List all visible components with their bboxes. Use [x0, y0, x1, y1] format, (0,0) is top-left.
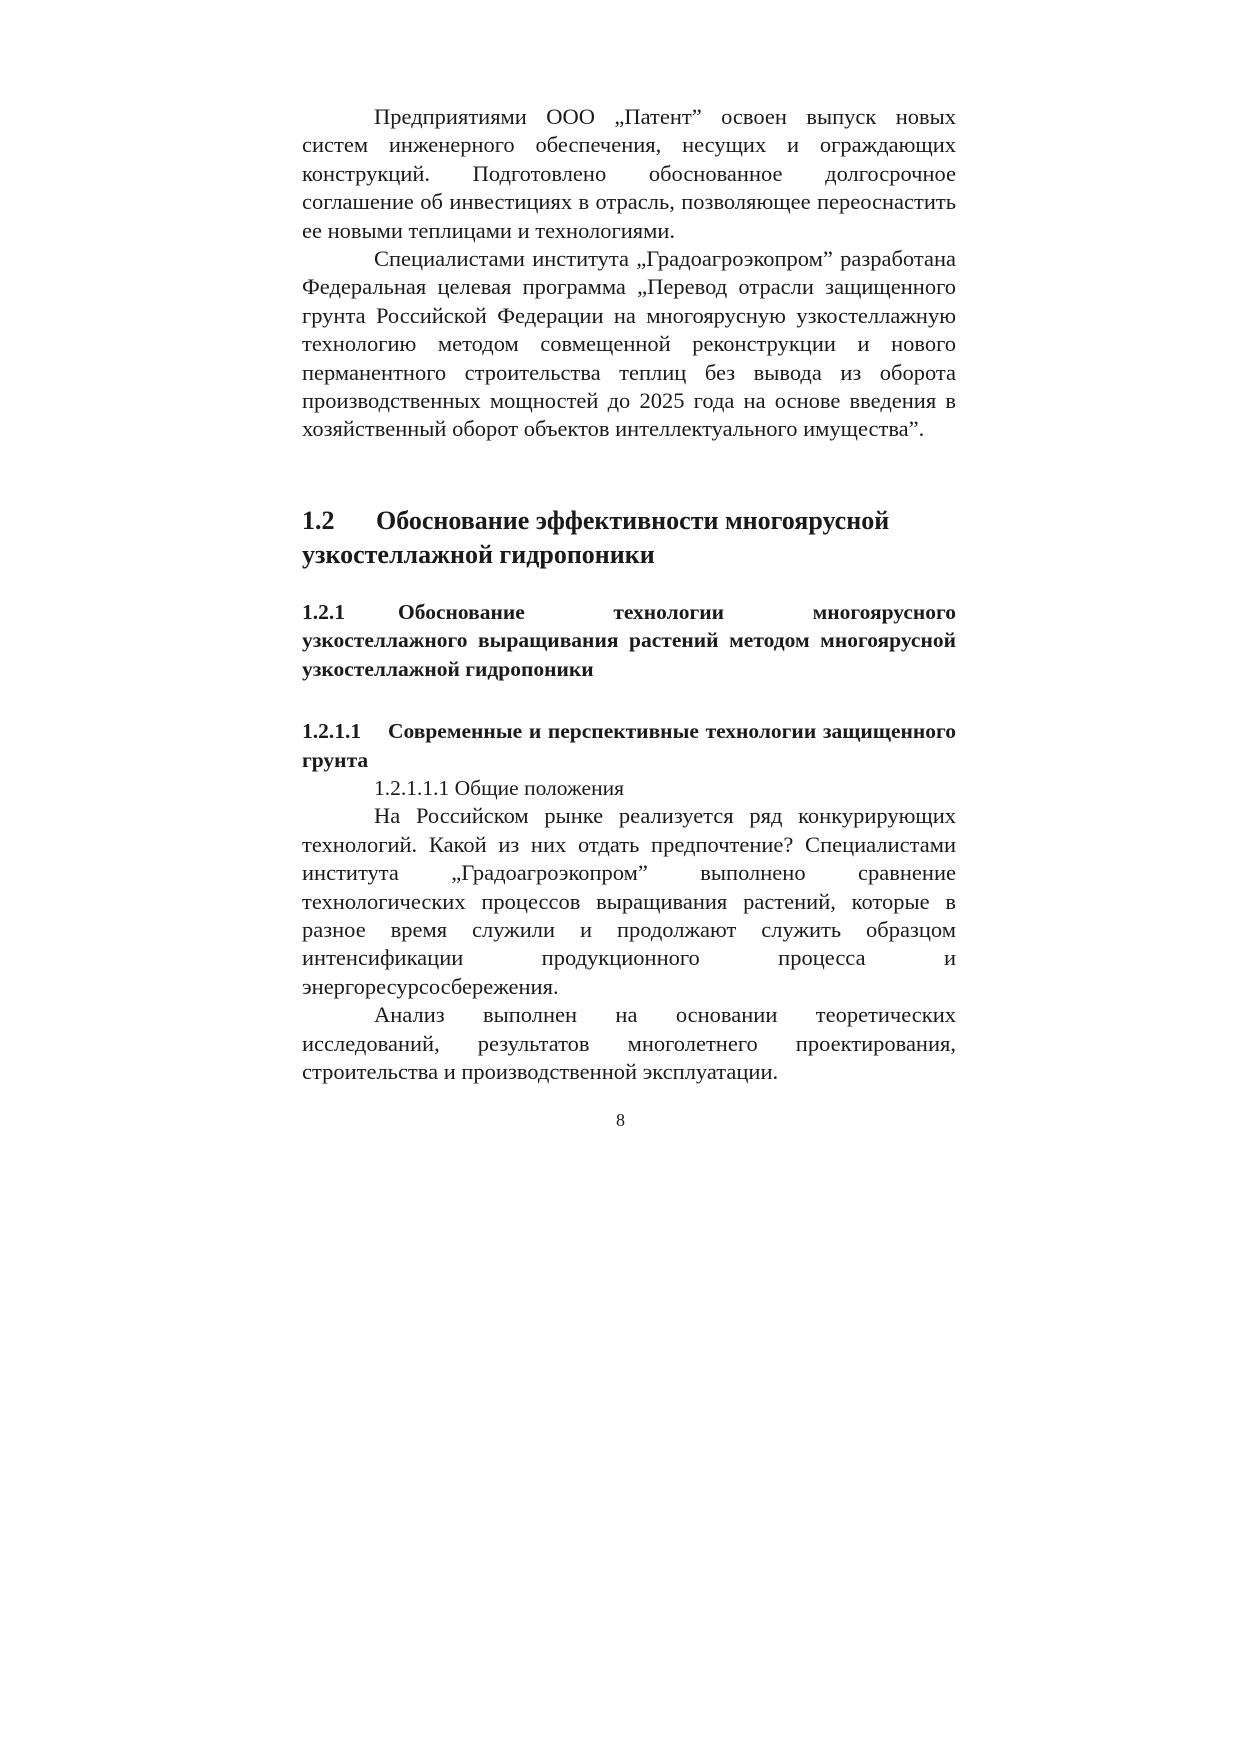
subsubsection-title: Современные и перспективные технологии защищенного грунта	[302, 719, 956, 772]
paragraph-heading	[302, 774, 956, 802]
subsection-title: Обоснование технологии многоярусного узкостеллажного выращивания растений методом многоярусной узкостеллажной гидропоники	[302, 599, 956, 681]
subsubsection-heading	[302, 717, 956, 774]
intro-paragraph-2: Специалистами института „Градоагроэкопром” разработана Федеральная целевая программа „Перевод отрасли защищенного грунта Российской Федерации на многоярусную узкостеллажную технологию методом совмещенной реконструкции и нового перманентного строительства теплиц без вывода из оборота производственных мощностей до 2025 года на основе введения в хозяйственный оборот объектов интеллектуального имущества”.	[302, 246, 956, 442]
section-heading	[302, 504, 956, 572]
section-title: Обоснование эффективности многоярусной узкостеллажной гидропоники	[302, 505, 890, 569]
subsection-heading	[302, 598, 956, 683]
paragraph-heading-number: 1.2.1.1.1	[374, 775, 450, 800]
body-paragraph-1: На Российском рынке реализуется ряд конкурирующих технологий. Какой из них отдать предпочтение? Специалистами института „Градоагроэкопром” выполнено сравнение технологических процессов выращивания растений, которые в разное время служили и продолжают служить образцом интенсификации продукционного процесса и энергоресурсосбережения.	[302, 803, 956, 999]
intro-paragraph-1: Предприятиями ООО „Патент” освоен выпуск новых систем инженерного обеспечения, несущих и ограждающих конструкций. Подготовлено обоснованное долгосрочное соглашение об инвестициях в отрасль, позволяющее переоснастить ее новыми теплицами и технологиями.	[302, 104, 956, 243]
body-paragraph-2: Анализ выполнен на основании теоретических исследований, результатов многолетнего проектирования, строительства и производственной эксплуатации.	[302, 1002, 956, 1084]
subsubsection-number: 1.2.1.1	[302, 719, 362, 744]
page-number: 8	[616, 1110, 625, 1130]
section-number: 1.2	[302, 505, 335, 535]
text-column	[302, 103, 956, 1086]
paragraph-heading-title: Общие положения	[454, 775, 625, 800]
subsection-number: 1.2.1	[302, 599, 345, 624]
